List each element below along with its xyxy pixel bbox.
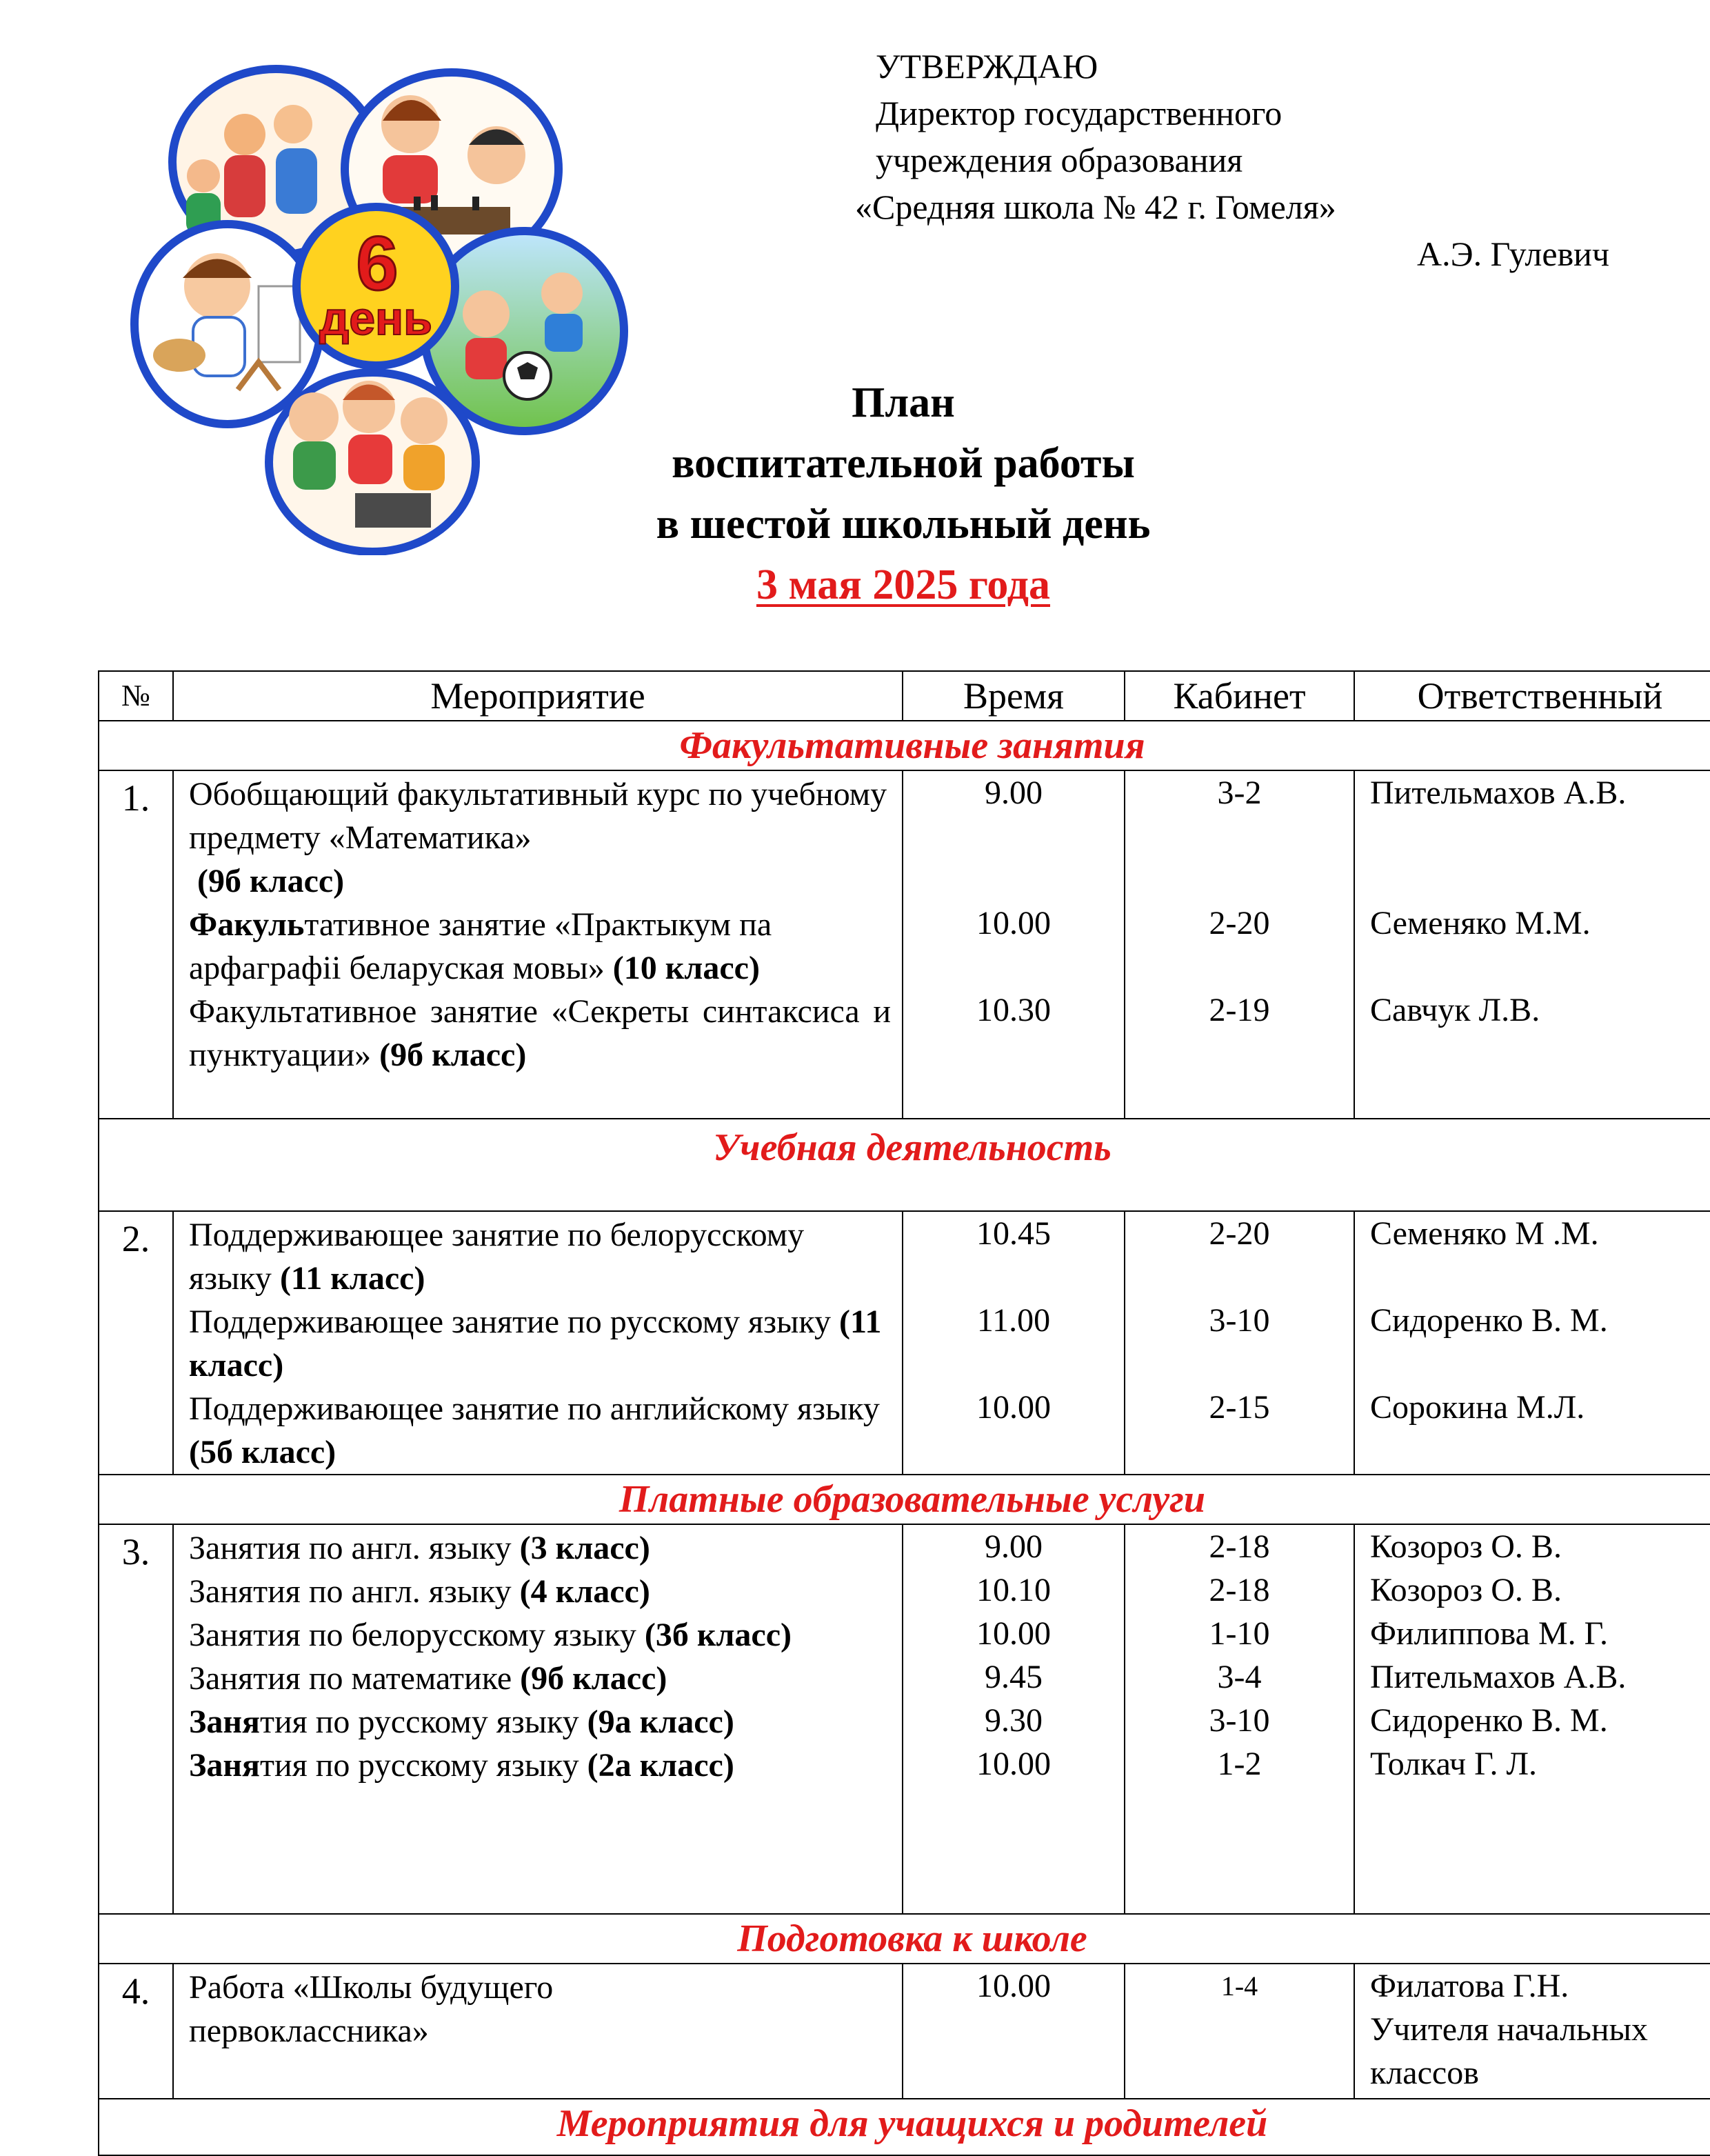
event-item: Факультативное занятие «Секреты синтаксиса и пунктуации» (9б класс)	[189, 993, 891, 1073]
header-room: Кабинет	[1125, 671, 1354, 721]
section-title: Мероприятия для учащихся и родителей	[99, 2099, 1710, 2155]
petal-left	[134, 224, 321, 424]
event-cell	[173, 770, 903, 1119]
logo-center	[296, 207, 455, 366]
responsible-cell: Филатова Г.Н. Учителя начальных классов	[1354, 1964, 1710, 2099]
event-item: Занятия по математике (9б класс)	[189, 1660, 667, 1697]
event-item: Поддерживающее занятие по русскому языку (11 класс)	[189, 1304, 882, 1384]
row-number: 4.	[99, 1964, 173, 2099]
event-cell	[173, 1524, 903, 1914]
section-title: Подготовка к школе	[99, 1914, 1710, 1964]
row-number: 1.	[99, 770, 173, 1119]
room-cell: 3-2 2-20 2-19	[1125, 770, 1354, 1119]
responsible-cell: Семеняко М .М. Сидоренко В. М. Сорокина М.Л.	[1354, 1211, 1710, 1475]
title-line-3: в шестой школьный день	[656, 501, 1151, 548]
petal-bottom	[269, 372, 476, 552]
section-title: Платные образовательные услуги	[99, 1475, 1710, 1524]
row-number: 3.	[99, 1524, 173, 1914]
event-item: Обобщающий факультативный курс по учебному предмету «Математика» (9б класс)	[189, 776, 887, 899]
event-item: Поддерживающее занятие по белорусскому языку (11 класс)	[189, 1217, 805, 1297]
event-item: Поддерживающее занятие по английскому языку (5б класс)	[189, 1390, 880, 1470]
approval-heading: УТВЕРЖДАЮ	[876, 47, 1098, 86]
row-number: 2.	[99, 1211, 173, 1475]
plan-table	[98, 670, 1710, 2156]
event-cell	[173, 1211, 903, 1475]
section-title: Учебная деятельность	[99, 1119, 1710, 1211]
event-item: Факультативное занятие «Практыкум па арфаграфіі беларуская мовы» (10 класс)	[189, 906, 772, 986]
table-row	[99, 1211, 1710, 1475]
title-line-2: воспитательной работы	[672, 440, 1135, 487]
header-responsible: Ответственный	[1354, 671, 1710, 721]
title-line-1: План	[852, 379, 955, 426]
table-row	[99, 770, 1710, 1119]
event-item: Работа «Школы будущего первоклассника»	[189, 1969, 554, 2049]
section-row	[99, 721, 1710, 770]
section-row	[99, 1119, 1710, 1211]
time-cell: 9.00 10.10 10.00 9.45 9.30 10.00	[903, 1524, 1125, 1914]
responsible-cell: Пительмахов А.В. Семеняко М.М. Савчук Л.В.	[1354, 770, 1710, 1119]
time-cell: 9.00 10.00 10.30	[903, 770, 1125, 1119]
section-row	[99, 2099, 1710, 2155]
plan-title	[483, 372, 1324, 615]
responsible-cell: Козороз О. В. Козороз О. В. Филиппова М. Г. Пительмахов А.В. Сидоренко В. М. Толкач Г. Л.	[1354, 1524, 1710, 1914]
room-cell: 2-18 2-18 1-10 3-4 3-10 1-2	[1125, 1524, 1354, 1914]
event-item: Занятия по русскому языку (2а класс)	[189, 1747, 734, 1784]
event-item: Занятия по русскому языку (9а класс)	[189, 1704, 734, 1740]
event-item: Занятия по англ. языку (4 класс)	[189, 1573, 650, 1610]
logo-word: день	[319, 292, 432, 345]
room-cell: 1-4	[1125, 1964, 1354, 2099]
table-header-row	[99, 671, 1710, 721]
approval-school: «Средняя школа № 42 г. Гомеля»	[855, 188, 1336, 226]
event-item: Занятия по англ. языку (3 класс)	[189, 1530, 650, 1566]
logo-number: 6	[356, 221, 399, 306]
section-title: Факультативные занятия	[99, 721, 1710, 770]
section-row	[99, 1475, 1710, 1524]
section-row	[99, 1914, 1710, 1964]
table-row	[99, 1964, 1710, 2099]
event-item: Занятия по белорусскому языку (3б класс)	[189, 1617, 792, 1653]
header-event: Мероприятие	[173, 671, 903, 721]
event-cell	[173, 1964, 903, 2099]
approval-institution: учреждения образования	[876, 141, 1243, 179]
approval-signer: А.Э. Гулевич	[1417, 234, 1610, 273]
approval-position: Директор государственного	[876, 94, 1282, 132]
room-cell: 2-20 3-10 2-15	[1125, 1211, 1354, 1475]
header-num: №	[99, 671, 173, 721]
table-row	[99, 1524, 1710, 1914]
title-date: 3 мая 2025 года	[756, 561, 1051, 608]
header-time: Время	[903, 671, 1125, 721]
time-cell: 10.00	[903, 1964, 1125, 2099]
approval-block	[855, 43, 1609, 277]
time-cell: 10.45 11.00 10.00	[903, 1211, 1125, 1475]
